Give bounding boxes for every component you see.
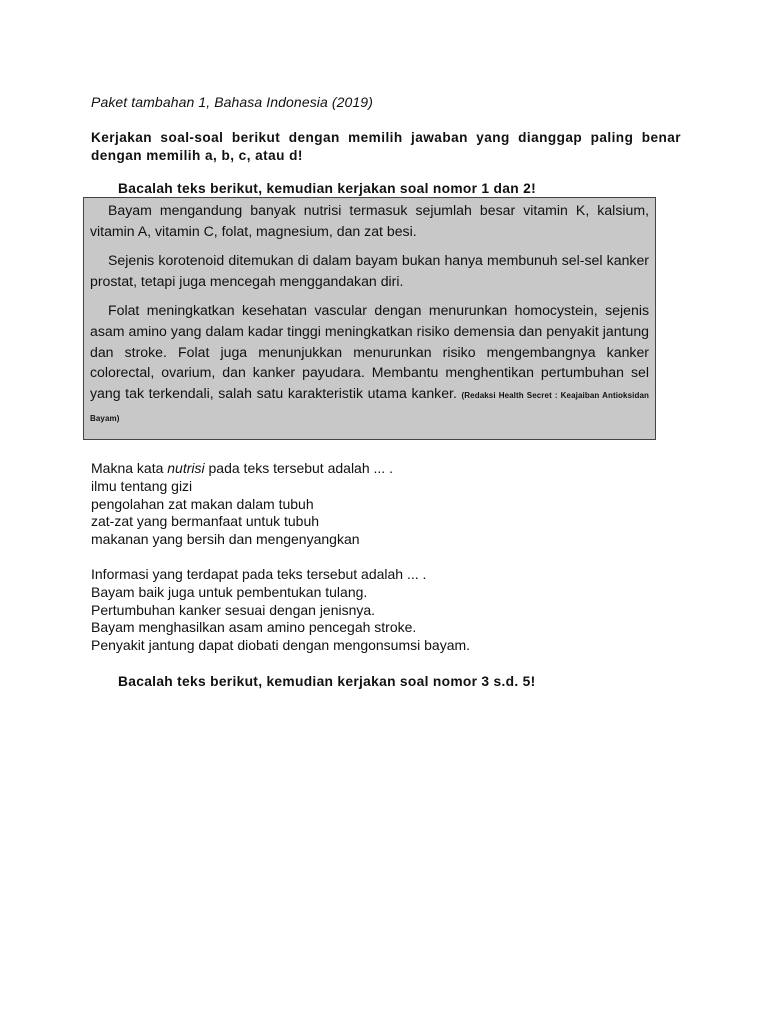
section-heading-1: Bacalah teks berikut, kemudian kerjakan soal nomor 1 dan 2! bbox=[118, 181, 536, 196]
question-2 bbox=[91, 566, 470, 655]
answer-option: zat-zat yang bermanfaat untuk tubuh bbox=[91, 513, 320, 530]
instruction-text: Kerjakan soal-soal berikut dengan memilih jawaban yang dianggap paling benar dengan memilih a, b, c, atau d! bbox=[91, 130, 681, 163]
question-stem: Informasi yang terdapat pada teks tersebut adalah ... . bbox=[91, 566, 427, 582]
answer-option: Bayam baik juga untuk pembentukan tulang. bbox=[91, 583, 368, 600]
answer-option: pengolahan zat makan dalam tubuh bbox=[91, 495, 314, 512]
answer-option: ilmu tentang gizi bbox=[91, 477, 193, 494]
answer-option: makanan yang bersih dan mengenyangkan bbox=[91, 531, 360, 548]
reading-paragraph: Sejenis korotenoid ditemukan di dalam bayam bukan hanya membunuh sel-sel kanker prostat, tetapi juga mencegah menggandakan diri. bbox=[90, 252, 649, 289]
document-title: Paket tambahan 1, Bahasa Indonesia (2019) bbox=[91, 94, 373, 110]
reading-paragraph: Bayam mengandung banyak nutrisi termasuk sejumlah besar vitamin K, kalsium, vitamin A, vitamin C, folat, magnesium, dan zat besi. bbox=[90, 202, 649, 239]
question-1 bbox=[91, 460, 393, 549]
answer-option: Penyakit jantung dapat diobati dengan mengonsumsi bayam. bbox=[91, 637, 471, 654]
answer-option: Bayam menghasilkan asam amino pencegah stroke. bbox=[91, 619, 417, 636]
question-stem: Makna kata nutrisi pada teks tersebut adalah ... . bbox=[91, 460, 393, 476]
section-heading-2: Bacalah teks berikut, kemudian kerjakan soal nomor 3 s.d. 5! bbox=[118, 674, 536, 689]
reading-paragraph-text: Folat meningkatkan kesehatan vascular dengan menurunkan homocystein, sejenis asam amino yang dalam kadar tinggi meningkatkan risiko demensia dan penyakit jantung dan stroke. Folat juga menunjukkan menurunkan risiko mengembangnya kanker colorectal, ovarium, dan kanker payudara. Membantu menghentikan pertumbuhan sel yang tak terkendali, salah satu karakteristik utama kanker. bbox=[90, 302, 649, 401]
answer-option: Pertumbuhan kanker sesuai dengan jenisnya. bbox=[91, 601, 376, 618]
reading-paragraph bbox=[90, 300, 649, 430]
question-keyword: nutrisi bbox=[167, 460, 205, 476]
reading-text-box bbox=[83, 197, 656, 440]
source-citation: (Redaksi Health Secret : Keajaiban Antioksidan Bayam) bbox=[90, 390, 649, 424]
